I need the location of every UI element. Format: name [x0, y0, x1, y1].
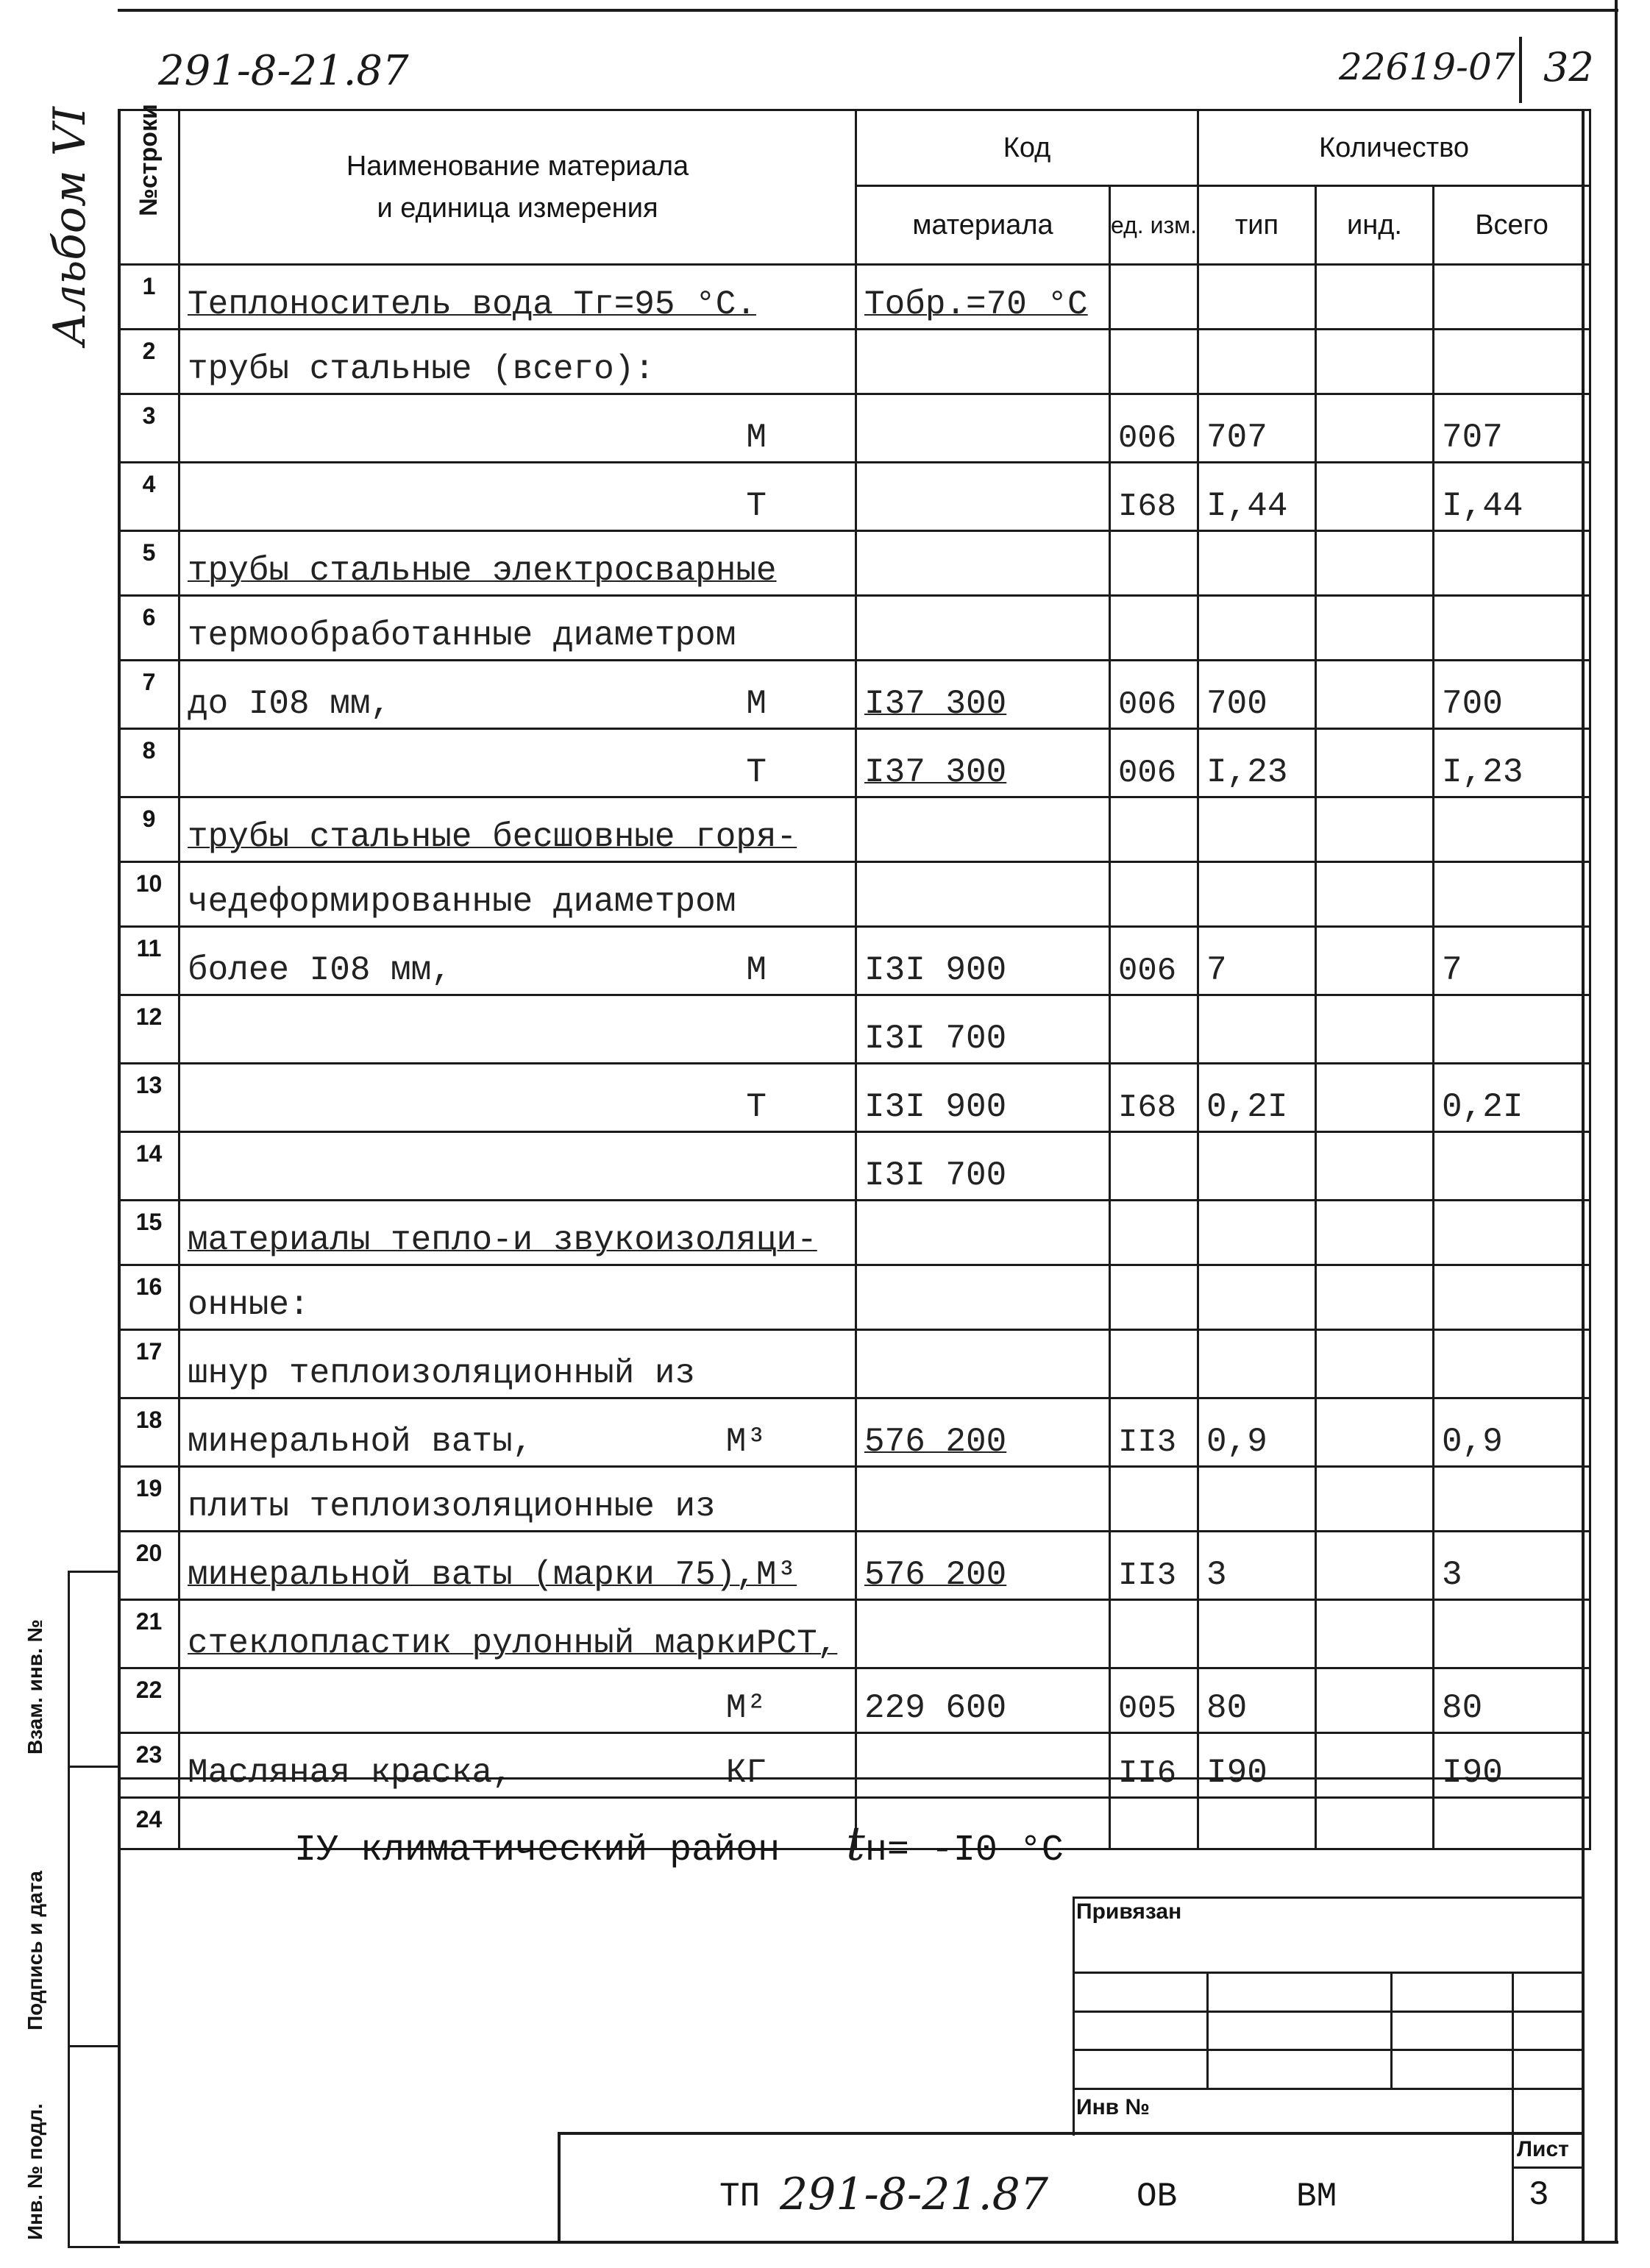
- qty-type: [1198, 330, 1316, 394]
- qty-total: [1434, 1265, 1590, 1330]
- material-name-cell: [179, 463, 856, 531]
- qty-ind: [1316, 1132, 1434, 1201]
- materials-table-body: [119, 265, 1590, 1849]
- qty-total: 707: [1434, 394, 1590, 463]
- material-name-cell: [179, 1733, 856, 1798]
- row-number: 9: [119, 797, 179, 862]
- tied-label: Привязан: [1076, 1899, 1182, 1924]
- material-unit: М: [746, 685, 767, 723]
- unit-code: [1110, 1132, 1198, 1201]
- material-unit: Т: [746, 1088, 767, 1126]
- material-code: I37 300: [856, 661, 1110, 729]
- material-unit: М: [746, 419, 767, 457]
- qty-total: [1434, 862, 1590, 927]
- table-row: [119, 862, 1590, 927]
- ov-label: ОВ: [1137, 2178, 1178, 2216]
- vm-label: ВМ: [1296, 2178, 1337, 2216]
- qty-ind: [1316, 1600, 1434, 1668]
- qty-total: [1434, 330, 1590, 394]
- qty-total: [1434, 995, 1590, 1064]
- row-number: 12: [119, 995, 179, 1064]
- material-code: [856, 1201, 1110, 1265]
- qty-ind: [1316, 1532, 1434, 1600]
- table-row: [119, 661, 1590, 729]
- qty-type: I90: [1198, 1733, 1316, 1798]
- col-ind: инд.: [1316, 186, 1434, 265]
- unit-code: [1110, 995, 1198, 1064]
- material-name-cell: [179, 531, 856, 596]
- qty-type: 0,2I: [1198, 1064, 1316, 1132]
- qty-total: [1434, 1201, 1590, 1265]
- table-row: [119, 729, 1590, 797]
- qty-ind: [1316, 862, 1434, 927]
- qty-ind: [1316, 1467, 1434, 1532]
- side-label-podpis: Подпись и дата: [24, 1871, 46, 2030]
- album-label: Альбом VI: [44, 107, 96, 346]
- frame-right-outer: [1615, 0, 1618, 2244]
- qty-type: [1198, 995, 1316, 1064]
- doc-number: 22619-07: [1339, 46, 1515, 88]
- material-unit: М³: [725, 1423, 767, 1461]
- qty-type: 707: [1198, 394, 1316, 463]
- material-code: [856, 797, 1110, 862]
- material-name: трубы стальные электросварные: [188, 552, 777, 590]
- material-code: [856, 394, 1110, 463]
- qty-type: [1198, 797, 1316, 862]
- material-name-cell: [179, 862, 856, 927]
- material-name-cell: [179, 1265, 856, 1330]
- inv-no-label: Инв №: [1076, 2095, 1150, 2119]
- qty-type: [1198, 1265, 1316, 1330]
- row-number: 17: [119, 1330, 179, 1398]
- qty-type: [1198, 1132, 1316, 1201]
- qty-type: [1198, 862, 1316, 927]
- row-number: 5: [119, 531, 179, 596]
- col-total: Всего: [1434, 186, 1590, 265]
- qty-ind: [1316, 265, 1434, 330]
- material-name-cell: [179, 394, 856, 463]
- unit-code: [1110, 1798, 1198, 1849]
- qty-type: 80: [1198, 1668, 1316, 1733]
- qty-type: [1198, 1330, 1316, 1398]
- qty-total: 7: [1434, 927, 1590, 995]
- material-code: [856, 463, 1110, 531]
- col-material: материала: [856, 186, 1110, 265]
- material-unit: М²: [725, 1689, 767, 1727]
- material-name: Масляная краска,: [188, 1754, 513, 1792]
- material-code: [856, 1600, 1110, 1668]
- lower-section-left-line: [118, 1777, 1582, 1780]
- title-block: [558, 2132, 1585, 2244]
- col-unit: ед. изм.: [1110, 186, 1198, 265]
- material-name-cell: [179, 1330, 856, 1398]
- unit-code: I68: [1110, 463, 1198, 531]
- table-row: [119, 1467, 1590, 1532]
- unit-code: [1110, 862, 1198, 927]
- handwritten-doc-code: 291-8-21.87: [158, 47, 409, 95]
- qty-total: I,44: [1434, 463, 1590, 531]
- side-label-vzam: Взам. инв. №: [24, 1619, 46, 1755]
- tied-line-3: [1073, 2049, 1582, 2051]
- t-symbol: t: [846, 1817, 865, 1871]
- qty-type: 7: [1198, 927, 1316, 995]
- material-name-cell: [179, 596, 856, 661]
- row-number: 16: [119, 1265, 179, 1330]
- qty-total: I90: [1434, 1733, 1590, 1798]
- qty-type: 0,9: [1198, 1398, 1316, 1467]
- material-name: онные:: [188, 1286, 310, 1324]
- material-name: трубы стальные бесшовные горя-: [188, 818, 797, 856]
- unit-code: 006: [1110, 394, 1198, 463]
- unit-code: [1110, 1201, 1198, 1265]
- qty-total: [1434, 265, 1590, 330]
- qty-type: [1198, 596, 1316, 661]
- material-name-cell: [179, 927, 856, 995]
- qty-total: 3: [1434, 1532, 1590, 1600]
- material-name: чедеформированные диаметром: [188, 883, 736, 921]
- row-number: 2: [119, 330, 179, 394]
- table-row: [119, 1532, 1590, 1600]
- unit-code: [1110, 1467, 1198, 1532]
- col-name-line2: и единица измерения: [377, 192, 658, 224]
- material-name-cell: [179, 1132, 856, 1201]
- material-code: 576 200: [856, 1398, 1110, 1467]
- qty-type: [1198, 1201, 1316, 1265]
- material-name-cell: [179, 1668, 856, 1733]
- table-row: [119, 1132, 1590, 1201]
- qty-total: [1434, 797, 1590, 862]
- material-name-cell: [179, 995, 856, 1064]
- row-number: 11: [119, 927, 179, 995]
- material-name-cell: [179, 330, 856, 394]
- material-name-cell: [179, 1532, 856, 1600]
- unit-code: [1110, 1600, 1198, 1668]
- table-row: [119, 596, 1590, 661]
- table-row: [119, 394, 1590, 463]
- sheet-cell-divider: [1512, 2132, 1514, 2241]
- material-name-cell: [179, 265, 856, 330]
- table-row: [119, 1600, 1590, 1668]
- material-name-cell: [179, 1064, 856, 1132]
- climate-temp: н= -I0 °С: [864, 1830, 1064, 1871]
- tied-line-1: [1073, 1972, 1582, 1974]
- tied-vline-2: [1390, 1972, 1393, 2088]
- material-name: шнур теплоизоляционный из: [188, 1354, 696, 1393]
- qty-ind: [1316, 330, 1434, 394]
- unit-code: II6: [1110, 1733, 1198, 1798]
- row-number: 7: [119, 661, 179, 729]
- qty-type: 3: [1198, 1532, 1316, 1600]
- materials-table: [118, 104, 1591, 1850]
- qty-ind: [1316, 1733, 1434, 1798]
- table-row: [119, 1668, 1590, 1733]
- material-name-cell: [179, 1201, 856, 1265]
- material-name: Теплоноситель вода Тг=95 °С.: [188, 285, 756, 324]
- material-code: [856, 1467, 1110, 1532]
- qty-ind: [1316, 394, 1434, 463]
- qty-ind: [1316, 661, 1434, 729]
- unit-code: I68: [1110, 1064, 1198, 1132]
- qty-ind: [1316, 531, 1434, 596]
- qty-ind: [1316, 1798, 1434, 1849]
- material-code: I37 300: [856, 729, 1110, 797]
- material-name: плиты теплоизоляционные из: [188, 1487, 716, 1526]
- material-code: I3I 700: [856, 995, 1110, 1064]
- left-margin-divider-2: [68, 2045, 118, 2047]
- material-name-cell: [179, 1398, 856, 1467]
- tied-line-4: [1073, 2088, 1582, 2090]
- table-row: [119, 995, 1590, 1064]
- row-number: 10: [119, 862, 179, 927]
- col-name: [179, 110, 856, 265]
- col-row-number-label: №строки: [135, 104, 163, 216]
- sheet-number: 3: [1529, 2176, 1549, 2214]
- material-code: I3I 900: [856, 1064, 1110, 1132]
- qty-ind: [1316, 927, 1434, 995]
- qty-total: [1434, 596, 1590, 661]
- qty-ind: [1316, 797, 1434, 862]
- row-number: 18: [119, 1398, 179, 1467]
- left-margin-divider-1: [68, 1766, 118, 1768]
- unit-code: 006: [1110, 729, 1198, 797]
- sheet-cell-hline: [1512, 2166, 1582, 2169]
- tied-vline-1: [1206, 1972, 1209, 2088]
- material-name: трубы стальные (всего):: [188, 350, 655, 388]
- row-number: 3: [119, 394, 179, 463]
- col-row-number: [119, 104, 179, 265]
- table-row: [119, 1733, 1590, 1798]
- row-number: 6: [119, 596, 179, 661]
- table-row: [119, 330, 1590, 394]
- material-code: [856, 862, 1110, 927]
- material-code: [856, 531, 1110, 596]
- row-number: 22: [119, 1668, 179, 1733]
- qty-total: [1434, 1600, 1590, 1668]
- frame-top: [118, 9, 1618, 12]
- climate-text: [294, 1817, 1064, 1871]
- material-name-cell: [179, 729, 856, 797]
- material-name-cell: [179, 1600, 856, 1668]
- qty-type: I,44: [1198, 463, 1316, 531]
- col-quantity: Количество: [1198, 110, 1590, 186]
- unit-code: [1110, 531, 1198, 596]
- col-type: тип: [1198, 186, 1316, 265]
- material-unit: Т: [746, 753, 767, 792]
- climate-region: IУ климатический район: [294, 1830, 780, 1871]
- table-row: [119, 531, 1590, 596]
- row-number: 21: [119, 1600, 179, 1668]
- qty-total: [1434, 1330, 1590, 1398]
- table-row: [119, 1398, 1590, 1467]
- table-row: [119, 463, 1590, 531]
- material-unit: КГ: [725, 1754, 767, 1792]
- table-row: [119, 1201, 1590, 1265]
- tied-vline-3: [1512, 1972, 1514, 2132]
- qty-ind: [1316, 1265, 1434, 1330]
- table-row: [119, 265, 1590, 330]
- material-code: [856, 596, 1110, 661]
- material-name: более I08 мм,: [188, 951, 452, 989]
- unit-code: 005: [1110, 1668, 1198, 1733]
- unit-code: [1110, 1265, 1198, 1330]
- unit-code: [1110, 265, 1198, 330]
- qty-total: I,23: [1434, 729, 1590, 797]
- qty-total: [1434, 1132, 1590, 1201]
- left-margin-strip: [68, 1571, 120, 2248]
- material-code: [856, 1330, 1110, 1398]
- row-number: 23: [119, 1733, 179, 1798]
- unit-code: II3: [1110, 1398, 1198, 1467]
- page-number: 32: [1543, 44, 1594, 90]
- qty-ind: [1316, 729, 1434, 797]
- qty-total: 700: [1434, 661, 1590, 729]
- material-name-cell: [179, 1467, 856, 1532]
- table-row: [119, 927, 1590, 995]
- unit-code: II3: [1110, 1532, 1198, 1600]
- qty-total: [1434, 531, 1590, 596]
- material-name: стеклопластик рулонный маркиРСТ,: [188, 1624, 838, 1663]
- material-name: термообработанные диаметром: [188, 616, 736, 655]
- material-code: 229 600: [856, 1668, 1110, 1733]
- material-name-cell: [179, 797, 856, 862]
- qty-type: [1198, 265, 1316, 330]
- qty-ind: [1316, 463, 1434, 531]
- qty-ind: [1316, 995, 1434, 1064]
- row-number: 13: [119, 1064, 179, 1132]
- material-code: I3I 700: [856, 1132, 1110, 1201]
- qty-type: 700: [1198, 661, 1316, 729]
- tied-line-2: [1073, 2011, 1582, 2013]
- material-code: 576 200: [856, 1532, 1110, 1600]
- qty-type: [1198, 531, 1316, 596]
- material-unit: Т: [746, 487, 767, 525]
- qty-ind: [1316, 1398, 1434, 1467]
- material-code: [856, 1733, 1110, 1798]
- material-code: I3I 900: [856, 927, 1110, 995]
- row-number: 19: [119, 1467, 179, 1532]
- qty-total: 80: [1434, 1668, 1590, 1733]
- tp-code: 291-8-21.87: [780, 2169, 1049, 2220]
- material-code: [856, 1265, 1110, 1330]
- material-name-cell: [179, 661, 856, 729]
- qty-ind: [1316, 1330, 1434, 1398]
- row-number: 14: [119, 1132, 179, 1201]
- qty-type: I,23: [1198, 729, 1316, 797]
- qty-ind: [1316, 596, 1434, 661]
- material-code: Тобр.=70 °С: [856, 265, 1110, 330]
- side-label-inv-podl: Инв. № подл.: [24, 2103, 46, 2240]
- tp-prefix: ТП: [719, 2178, 761, 2216]
- material-name: до I08 мм,: [188, 685, 391, 723]
- material-unit: М: [746, 951, 767, 989]
- qty-total: 0,2I: [1434, 1064, 1590, 1132]
- qty-total: [1434, 1798, 1590, 1849]
- table-row: [119, 1265, 1590, 1330]
- row-number: 1: [119, 265, 179, 330]
- unit-code: [1110, 1330, 1198, 1398]
- qty-type: [1198, 1798, 1316, 1849]
- qty-ind: [1316, 1201, 1434, 1265]
- unit-code: [1110, 596, 1198, 661]
- qty-ind: [1316, 1064, 1434, 1132]
- row-number: 4: [119, 463, 179, 531]
- table-row: [119, 1330, 1590, 1398]
- qty-total: 0,9: [1434, 1398, 1590, 1467]
- qty-type: [1198, 1467, 1316, 1532]
- row-number: 15: [119, 1201, 179, 1265]
- col-code: Код: [856, 110, 1198, 186]
- material-code: [856, 330, 1110, 394]
- col-name-line1: Наименование материала: [346, 150, 689, 182]
- row-number: 8: [119, 729, 179, 797]
- unit-code: [1110, 330, 1198, 394]
- material-name: минеральной ваты (марки 75),М³: [188, 1556, 797, 1594]
- unit-code: [1110, 797, 1198, 862]
- qty-type: [1198, 1600, 1316, 1668]
- qty-ind: [1316, 1668, 1434, 1733]
- material-name: материалы тепло-и звукоизоляци-: [188, 1221, 817, 1259]
- unit-code: 006: [1110, 927, 1198, 995]
- row-number: 20: [119, 1532, 179, 1600]
- table-row: [119, 1064, 1590, 1132]
- material-name: минеральной ваты,: [188, 1423, 533, 1461]
- unit-code: 006: [1110, 661, 1198, 729]
- sheet-label: Лист: [1517, 2137, 1569, 2161]
- row-number: 24: [119, 1798, 179, 1849]
- qty-total: [1434, 1467, 1590, 1532]
- table-row: [119, 797, 1590, 862]
